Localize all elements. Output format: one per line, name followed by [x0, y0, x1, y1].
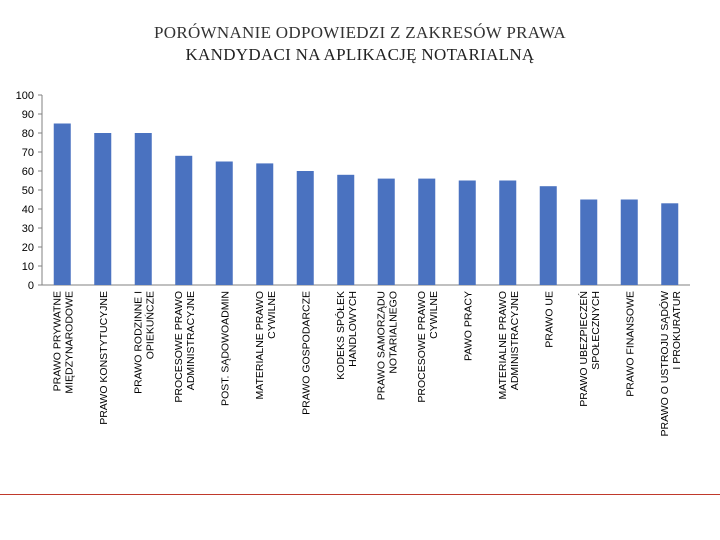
y-tick-label: 40 [21, 204, 34, 216]
bar [580, 200, 597, 286]
x-category-label: PROCESOWE PRAWOCYWILNE [415, 291, 440, 403]
x-category-label: MATERIALNE PRAWOADMINISTRACYJNE [496, 291, 521, 400]
x-category-label: POST. SĄDOWOADMIN [219, 291, 232, 406]
y-tick-label: 60 [21, 166, 34, 178]
bar [540, 186, 557, 285]
x-category-label: PRAWO SAMORZĄDUNOTARIALNEGO [375, 291, 400, 401]
x-axis-labels [51, 291, 683, 437]
y-tick-label: 100 [15, 90, 34, 102]
bar [135, 133, 152, 285]
y-tick-label: 50 [21, 185, 34, 197]
bar [175, 156, 192, 285]
x-category-label: PRAWO GOSPODARCZE [300, 291, 313, 415]
x-category-label: PRAWO KONSTYTUCYJNE [97, 291, 110, 425]
bar [94, 133, 111, 285]
bar [256, 163, 273, 285]
bar [459, 181, 476, 286]
bar [54, 124, 71, 286]
bar [337, 175, 354, 285]
y-tick-label: 0 [27, 280, 34, 292]
chart-title-line2: KANDYDACI NA APLIKACJĘ NOTARIALNĄ [185, 45, 535, 64]
x-category-label: PRAWO PRYWATNEMIĘDZYNARODOWE [51, 291, 76, 394]
y-axis-ticks [16, 90, 42, 292]
x-category-label: PRAWO FINANSOWE [624, 291, 637, 397]
bar [418, 179, 435, 285]
x-category-label: PRAWO RODZINNE IOPIEKUŃCZE [132, 291, 157, 394]
bar [621, 200, 638, 286]
y-tick-label: 70 [21, 147, 34, 159]
bar [499, 181, 516, 286]
x-category-label: KODEKS SPÓŁEKHANDLOWYCH [334, 291, 359, 380]
bar [216, 162, 233, 286]
chart-title-line1: PORÓWNANIE ODPOWIEDZI Z ZAKRESÓW PRAWA [153, 23, 567, 42]
x-category-label: PRAWO O USTROJU SĄDÓWI PROKURATUR [658, 291, 683, 437]
footer-divider [0, 494, 720, 495]
x-category-label: PRAWO UE [543, 291, 556, 348]
x-category-label: PAWO PRACY [462, 291, 475, 362]
chart-bars [54, 124, 679, 286]
y-tick-label: 30 [21, 223, 34, 235]
x-category-label: PRAWO UBEZPIECZEŃSPOŁECZNYCH [577, 291, 602, 407]
bar [297, 171, 314, 285]
x-category-label: PROCESOWE PRAWOADMINISTRACYJNE [172, 291, 197, 403]
y-tick-label: 20 [21, 242, 34, 254]
x-category-label: MATERIALNE PRAWOCYWILNE [253, 291, 278, 400]
y-tick-label: 10 [21, 261, 34, 273]
bar [378, 179, 395, 285]
bar [661, 203, 678, 285]
y-tick-label: 90 [21, 109, 34, 121]
y-tick-label: 80 [21, 128, 34, 140]
